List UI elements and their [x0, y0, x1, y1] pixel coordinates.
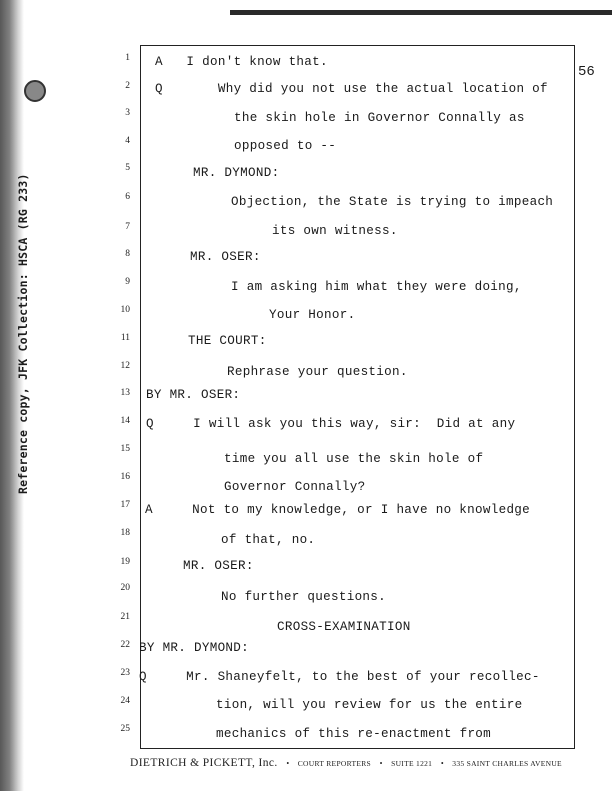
transcript-line: No further questions.: [221, 590, 387, 604]
transcript-line: BY MR. DYMOND:: [139, 641, 250, 655]
line-number: 25: [120, 724, 130, 734]
page-number: 56: [578, 64, 595, 80]
reporter-footer: [130, 757, 600, 769]
transcript-line: Rephrase your question.: [227, 365, 408, 379]
transcript-line: the skin hole in Governor Connally as: [234, 111, 525, 125]
line-number: 19: [120, 557, 130, 567]
line-number: 7: [125, 222, 130, 232]
line-number: 22: [120, 640, 130, 650]
line-number: 5: [125, 163, 130, 173]
transcript-line: Governor Connally?: [224, 480, 366, 494]
section-heading-cross-examination: CROSS-EXAMINATION: [277, 620, 411, 634]
transcript-line: A I don't know that.: [155, 55, 328, 69]
line-number: 4: [125, 136, 130, 146]
line-number: 23: [120, 668, 130, 678]
line-number: 10: [120, 305, 130, 315]
line-number: 15: [120, 444, 130, 454]
transcript-line: Objection, the State is trying to impeach: [231, 195, 554, 209]
scan-top-rule: [230, 10, 612, 15]
line-number: 24: [120, 696, 130, 706]
line-number: 11: [120, 333, 130, 343]
transcript-line: Q Mr. Shaneyfelt, to the best of your recollec-: [139, 670, 540, 684]
reference-copy-stamp-text: Reference copy, JFK Collection: HSCA (RG 233): [16, 173, 30, 494]
transcript-line: tion, will you review for us the entire: [216, 698, 523, 712]
line-number: 18: [120, 528, 130, 538]
line-number: 16: [120, 472, 130, 482]
transcript-line: I am asking him what they were doing,: [231, 280, 522, 294]
transcript-line: Q Why did you not use the actual location of: [155, 82, 548, 96]
binder-punch-hole: [24, 80, 46, 102]
footer-address: 335 SAINT CHARLES AVENUE: [452, 759, 562, 768]
transcript-line: Your Honor.: [269, 308, 356, 322]
line-number: 17: [120, 500, 130, 510]
transcript-line: of that, no.: [221, 533, 316, 547]
line-number: 6: [125, 192, 130, 202]
line-number: 1: [125, 53, 130, 63]
line-number: 2: [125, 81, 130, 91]
footer-firm: DIETRICH & PICKETT, Inc.: [130, 757, 278, 769]
transcript-line: MR. DYMOND:: [193, 166, 280, 180]
line-number: 8: [125, 249, 130, 259]
transcript-line: its own witness.: [272, 224, 398, 238]
line-number: 21: [120, 612, 130, 622]
transcript-line: MR. OSER:: [183, 559, 254, 573]
footer-separator: •: [379, 759, 383, 768]
footer-role: COURT REPORTERS: [297, 759, 372, 768]
footer-suite: SUITE 1221: [391, 759, 433, 768]
transcript-line: BY MR. OSER:: [146, 388, 241, 402]
transcript-line: time you all use the skin hole of: [224, 452, 484, 466]
line-number: 20: [120, 583, 130, 593]
footer-separator: •: [286, 759, 290, 768]
transcript-line: opposed to --: [234, 139, 337, 153]
line-number: 14: [120, 416, 130, 426]
transcript-line: THE COURT:: [188, 334, 267, 348]
transcript-line: Q I will ask you this way, sir: Did at any: [146, 417, 516, 431]
line-number: 13: [120, 388, 130, 398]
line-number: 3: [125, 108, 130, 118]
line-number: 9: [125, 277, 130, 287]
transcript-line: MR. OSER:: [190, 250, 261, 264]
transcript-line: A Not to my knowledge, or I have no knowledge: [145, 503, 531, 517]
transcript-line: mechanics of this re-enactment from: [216, 727, 492, 741]
footer-separator: •: [440, 759, 444, 768]
line-number: 12: [120, 361, 130, 371]
